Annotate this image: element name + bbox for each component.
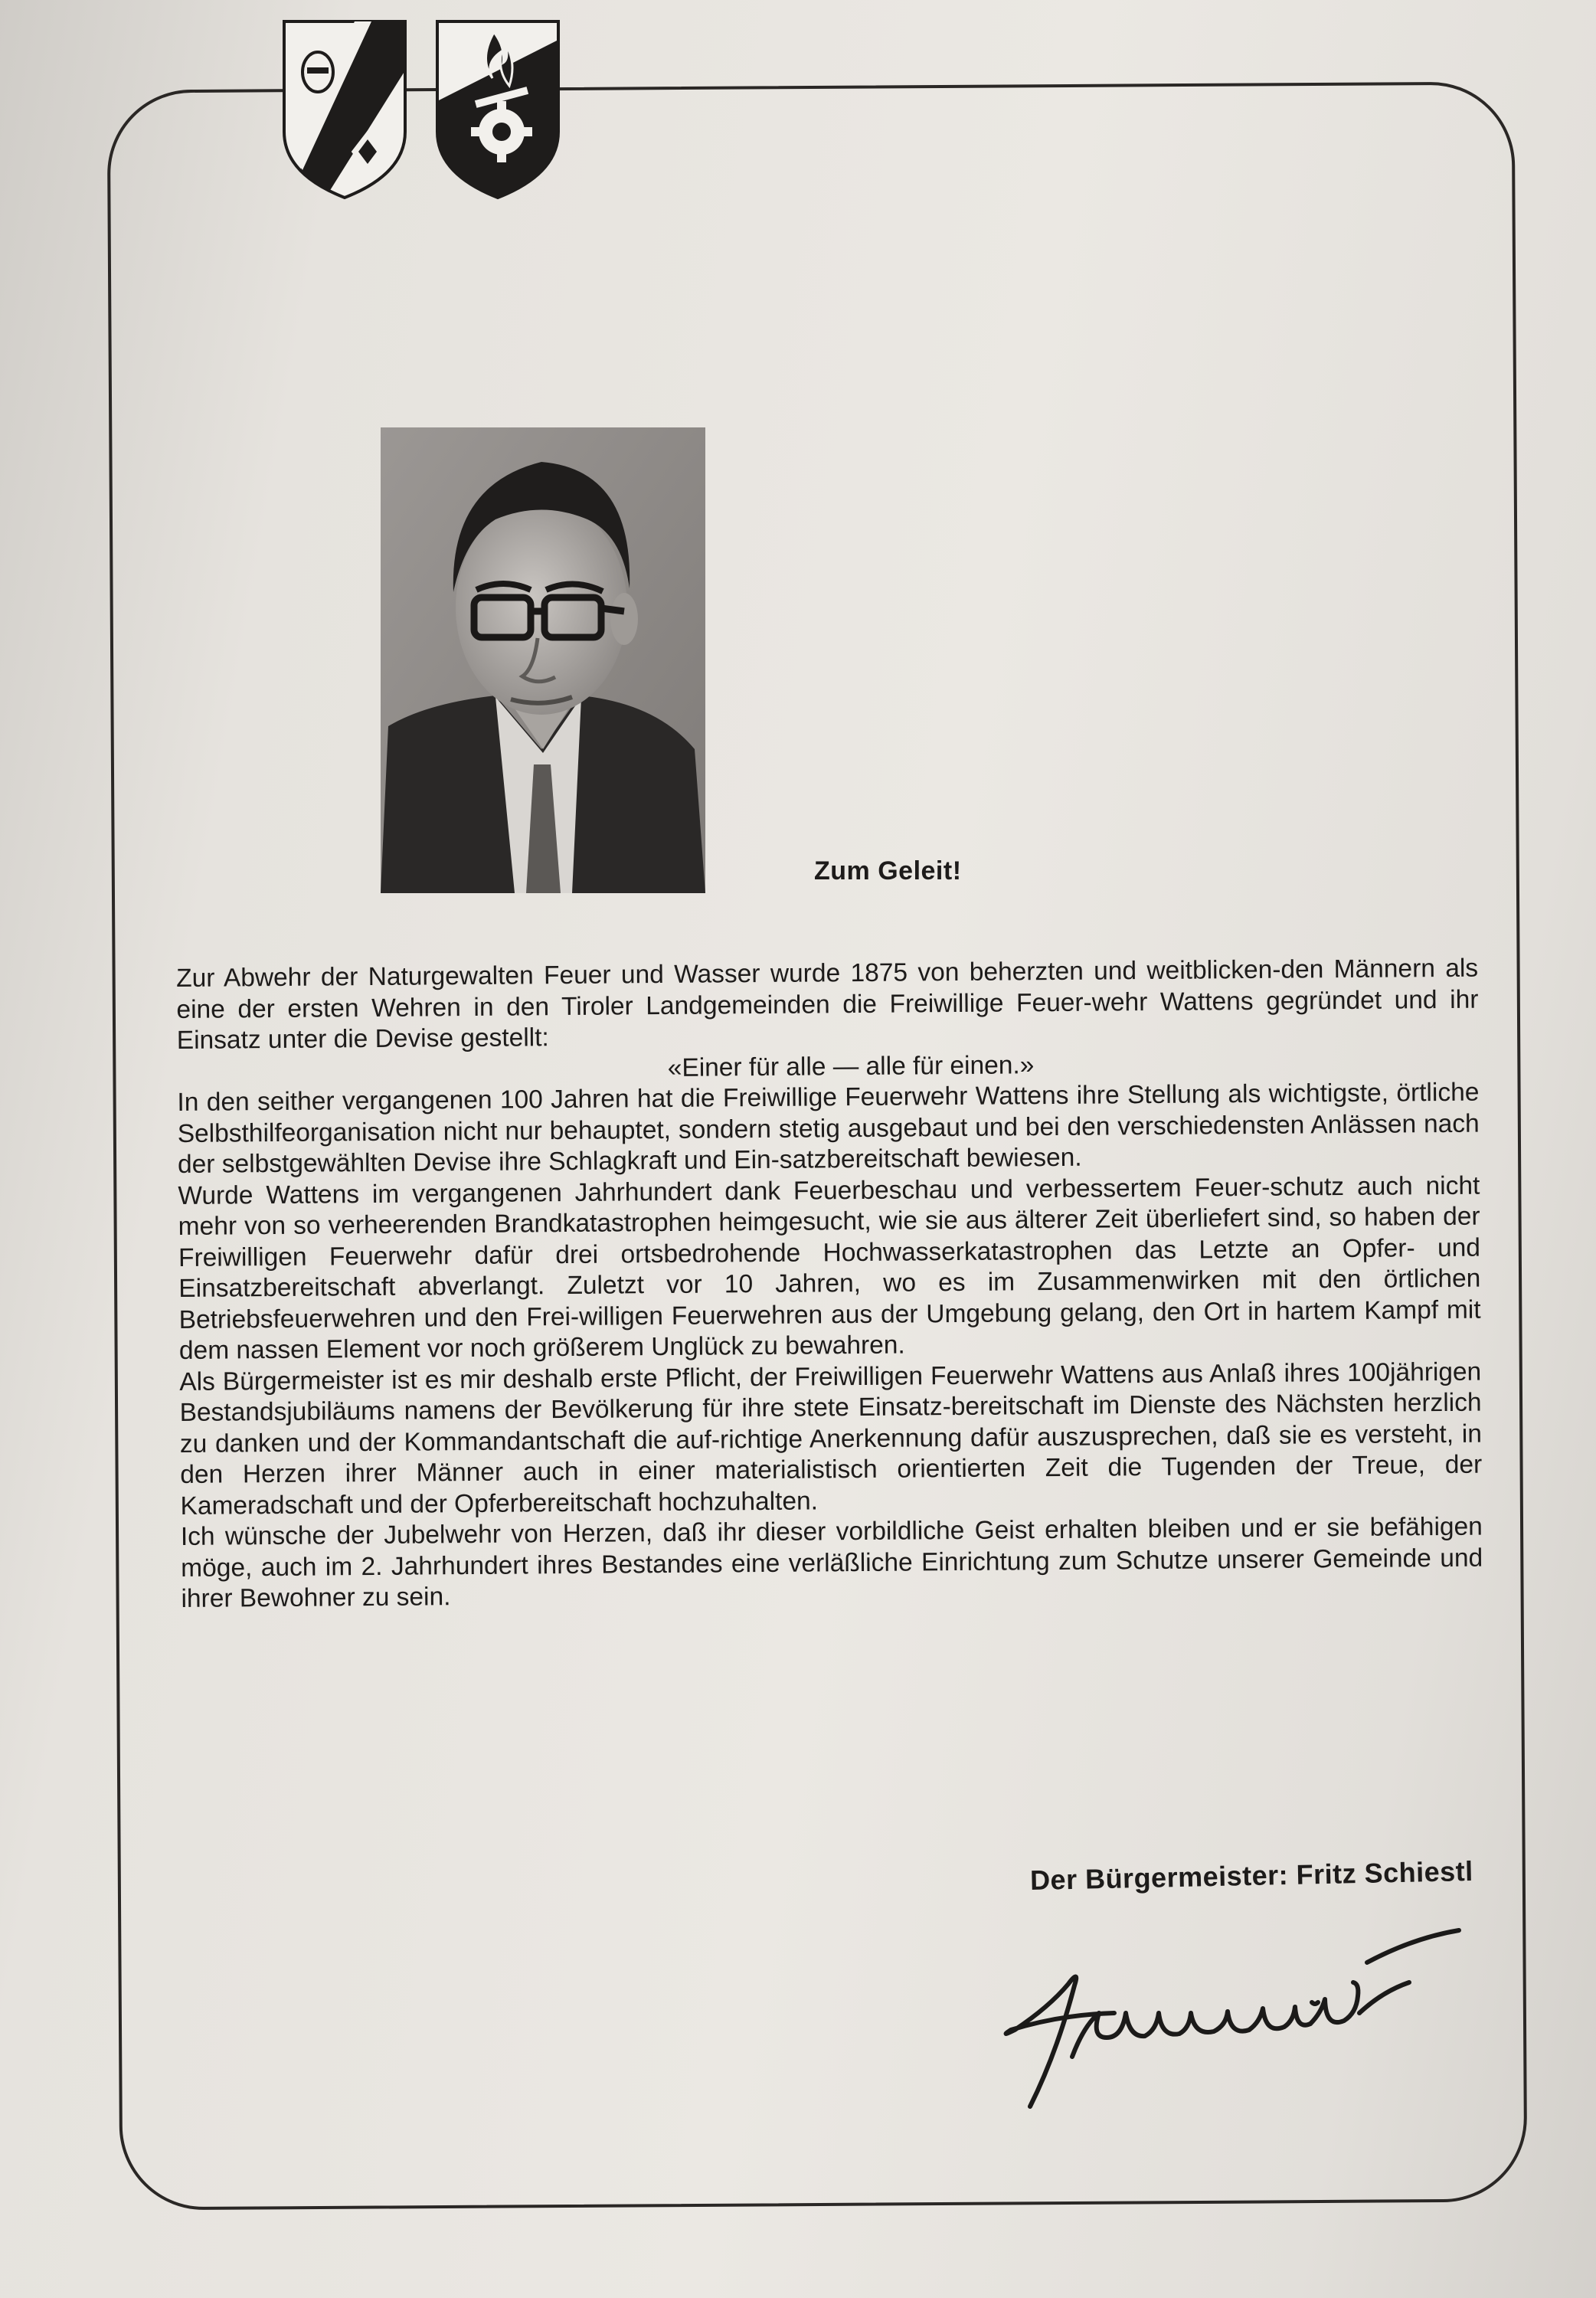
letter-body xyxy=(176,954,1483,1615)
letter-heading: Zum Geleit! xyxy=(814,856,962,885)
paragraph: Ich wünsche der Jubelwehr von Herzen, daß ihr dieser vorbildliche Geist erhalten bleiben und er sie befähigen möge, auch im 2. Jahrhundert ihres Bestandes eine verläßliche Einrichtung zum Schutze unserer Gemeinde und ihrer Bewohner zu sein. xyxy=(180,1512,1483,1613)
paragraph: Zur Abwehr der Naturgewalten Feuer und Wasser wurde 1875 von beherzten und weitblicken-den Männern als eine der ersten Wehren in den Tiroler Landgemeinden die Freiwillige Feuer-wehr Wattens gegründet und ihr Einsatz unter die Devise gestellt: xyxy=(176,954,1479,1055)
motto-line: «Einer für alle — alle für einen.» xyxy=(667,1050,1035,1082)
paragraph: Als Bürgermeister ist es mir deshalb erste Pflicht, der Freiwilligen Feuerwehr Wattens aus Anlaß ihres 100jährigen Bestandsjubiläums namens der Bevölkerung für ihre stete Einsatz-bereitschaft im Dienste des Nächsten herzlich zu danken und der Kommandantschaft die auf-richtige Anerkennung dafür auszusprechen, daß sie es versteht, in den Herzen ihrer Männer auch in einer materialistisch orientierten Zeit die Tugenden der Treue, der Kameradschaft und der Opferbereitschaft hochzuhalten. xyxy=(179,1357,1483,1521)
municipal-crest-icon xyxy=(280,17,410,201)
signature-caption: Der Bürgermeister: Fritz Schiestl xyxy=(1029,1854,1474,1897)
paragraph: In den seither vergangenen 100 Jahren hat die Freiwillige Feuerwehr Wattens ihre Stellung als wichtigste, örtliche Selbsthilfeorganisation nicht nur behauptet, sondern stetig ausgebaut und bei den verschiedensten Anlässen nach der selbstgewählten Devise ihre Schlagkraft und Ein-satzbereitschaft bewiesen. xyxy=(177,1078,1480,1179)
coats-of-arms xyxy=(280,17,563,201)
paragraph: Wurde Wattens im vergangenen Jahrhundert dank Feuerbeschau und verbessertem Feuer-schutz auch nicht mehr von so verheerenden Brandkatastrophen heimgesucht, wie sie aus älterer Zeit überliefert sind, so haben der Freiwilligen Feuerwehr dafür drei ortsbedrohende Hochwasserkatastrophen das Letzte an Opfer- und Einsatzbereitschaft abverlangt. Zuletzt vor 10 Jahren, wo es im Zusammenwirken mit den örtlichen Betriebsfeuerwehren und den Frei-willigen Feuerwehren aus der Umgebung gelang, den Ort in hartem Kampf mit dem nassen Element vor noch größerem Unglück zu bewahren. xyxy=(178,1171,1481,1365)
handwritten-signature xyxy=(984,1923,1482,2137)
fire-brigade-crest-icon xyxy=(433,17,563,201)
mayor-portrait-photo xyxy=(381,427,705,893)
